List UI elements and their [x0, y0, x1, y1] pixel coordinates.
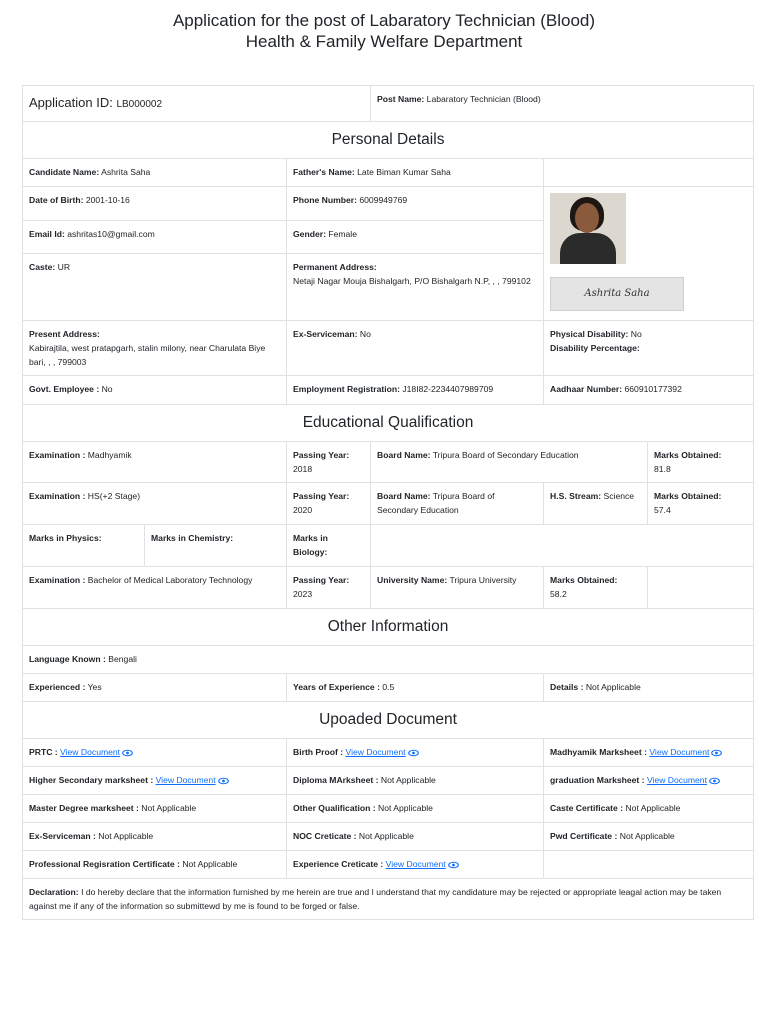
doc-master-marksheet: Master Degree marksheet : Not Applicable — [23, 795, 287, 823]
empty-cell — [544, 159, 754, 187]
eye-icon[interactable] — [122, 749, 133, 757]
doc-graduation-marksheet: graduation Marksheet : View Document — [544, 767, 754, 795]
university-name: University Name: Tripura University — [371, 567, 544, 609]
page-title: Application for the post of Labaratory Technician (Blood) — [172, 11, 596, 30]
doc-professional-registration: Professional Regisration Certificate : Not Applicable — [23, 851, 287, 879]
marks-madhyamik: Marks Obtained: 81.8 — [648, 442, 754, 483]
candidate-name: Candidate Name: Ashrita Saha — [23, 159, 287, 187]
department-title: Health & Family Welfare Department — [245, 32, 523, 51]
gender: Gender: Female — [287, 221, 544, 254]
marks-graduation: Marks Obtained: 58.2 — [544, 567, 648, 609]
section-educational-qualification: Educational Qualification — [23, 405, 754, 442]
govt-employee: Govt. Employee : No — [23, 376, 287, 405]
passing-year-madhyamik: Passing Year: 2018 — [287, 442, 371, 483]
ex-serviceman: Ex-Serviceman: No — [287, 321, 544, 376]
view-document-link[interactable]: View Document — [646, 775, 707, 785]
doc-hs-marksheet: Higher Secondary marksheet : View Document — [23, 767, 287, 795]
view-document-link[interactable]: View Document — [155, 775, 216, 785]
eye-icon[interactable] — [711, 749, 722, 757]
eye-icon[interactable] — [218, 777, 229, 785]
employment-registration: Employment Registration: J18I82-2234407989709 — [287, 376, 544, 405]
experienced: Experienced : Yes — [23, 674, 287, 702]
father-name: Father's Name: Late Biman Kumar Saha — [287, 159, 544, 187]
marks-chemistry: Marks in Chemistry: — [145, 525, 287, 567]
view-document-link[interactable]: View Document — [385, 859, 446, 869]
doc-prtc: PRTC : View Document — [23, 739, 287, 767]
date-of-birth: Date of Birth: 2001-10-16 — [23, 187, 287, 221]
marks-physics: Marks in Physics: — [23, 525, 145, 567]
passing-year-graduation: Passing Year: 2023 — [287, 567, 371, 609]
passing-year-hs: Passing Year: 2020 — [287, 483, 371, 525]
view-document-link[interactable]: View Document — [60, 747, 121, 757]
marks-hs: Marks Obtained: 57.4 — [648, 483, 754, 525]
page-header — [0, 0, 768, 76]
section-other-information: Other Information — [23, 609, 754, 646]
empty-cell — [371, 525, 754, 567]
doc-madhyamik-marksheet: Madhyamik Marksheet : View Document — [544, 739, 754, 767]
eye-icon[interactable] — [709, 777, 720, 785]
permanent-address: Permanent Address: Netaji Nagar Mouja Bishalgarh, P/O Bishalgarh N.P, , , 799102 — [287, 254, 544, 321]
board-hs: Board Name: Tripura Board of Secondary Education — [371, 483, 544, 525]
photo-signature-cell — [544, 187, 754, 321]
doc-ex-serviceman: Ex-Serviceman : Not Applicable — [23, 823, 287, 851]
years-of-experience: Years of Experience : 0.5 — [287, 674, 544, 702]
eye-icon[interactable] — [448, 861, 459, 869]
exam-hs: Examination : HS(+2 Stage) — [23, 483, 287, 525]
doc-noc-certificate: NOC Creticate : Not Applicable — [287, 823, 544, 851]
board-madhyamik: Board Name: Tripura Board of Secondary Education — [371, 442, 648, 483]
doc-other-qualification: Other Qualification : Not Applicable — [287, 795, 544, 823]
aadhaar-number: Aadhaar Number: 660910177392 — [544, 376, 754, 405]
experience-details: Details : Not Applicable — [544, 674, 754, 702]
doc-experience-certificate: Experience Creticate : View Document — [287, 851, 544, 879]
exam-graduation: Examination : Bachelor of Medical Laboratory Technology — [23, 567, 287, 609]
doc-caste-certificate: Caste Certificate : Not Applicable — [544, 795, 754, 823]
present-address: Present Address: Kabirajtila, west pratapgarh, stalin milony, near Charulata Biye bari, , , 799003 — [23, 321, 287, 376]
physical-disability: Physical Disability: No Disability Percentage: — [544, 321, 754, 376]
application-form — [22, 85, 754, 920]
marks-biology: Marks in Biology: — [287, 525, 371, 567]
eye-icon[interactable] — [408, 749, 419, 757]
caste: Caste: UR — [23, 254, 287, 321]
view-document-link[interactable]: View Document — [345, 747, 406, 757]
doc-pwd-certificate: Pwd Certificate : Not Applicable — [544, 823, 754, 851]
doc-diploma-marksheet: Diploma MArksheet : Not Applicable — [287, 767, 544, 795]
doc-birth-proof: Birth Proof : View Document — [287, 739, 544, 767]
hs-stream: H.S. Stream: Science — [544, 483, 648, 525]
section-uploaded-document: Upoaded Document — [23, 702, 754, 739]
section-personal-details: Personal Details — [23, 122, 754, 159]
candidate-signature: Ashrita Saha — [550, 277, 684, 311]
phone-number: Phone Number: 6009949769 — [287, 187, 544, 221]
post-name: Post Name: Labaratory Technician (Blood) — [371, 86, 754, 122]
empty-cell — [544, 851, 754, 879]
candidate-photo — [550, 193, 626, 264]
application-id: Application ID: LB000002 — [23, 86, 371, 122]
language-known: Language Known : Bengali — [23, 646, 754, 674]
declaration: Declaration: I do hereby declare that the information furnished by me herein are true and I understand that my candidature may be rejected or appropriate leagal action may be taken against me if any of the information so submittewd by me is found to be forged or false. — [23, 879, 754, 920]
view-document-link[interactable]: View Document — [649, 747, 710, 757]
exam-madhyamik: Examination : Madhyamik — [23, 442, 287, 483]
email-id: Email Id: ashritas10@gmail.com — [23, 221, 287, 254]
empty-cell — [648, 567, 754, 609]
